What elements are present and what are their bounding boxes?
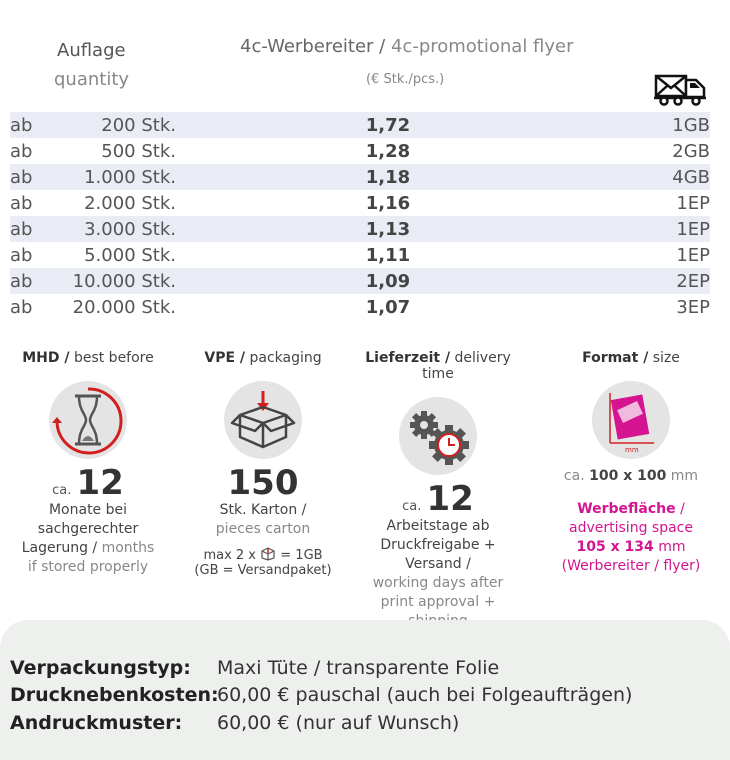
- delivery-time-column: Lieferzeit / delivery time ca. 12 Arbeitstage ab Druckfreigabe + Versand / working days after print approval +: [353, 350, 523, 631]
- delivery-time-value: 12: [426, 479, 474, 519]
- svg-text:mm: mm: [625, 446, 639, 454]
- price-ab: ab: [10, 192, 33, 214]
- shipping-unit: 2EP: [676, 270, 710, 292]
- price-ab: ab: [10, 218, 33, 240]
- shipping-unit: 2GB: [672, 140, 710, 162]
- price-quantity: 20.000 Stk.: [72, 296, 176, 318]
- proof-print-row: Andruckmuster: 60,00 € (nur auf Wunsch): [10, 712, 460, 734]
- price-row: [10, 164, 710, 190]
- price-row: [10, 216, 710, 242]
- price-row: [10, 138, 710, 164]
- truck-mail-icon: [654, 70, 708, 106]
- price-ab: ab: [10, 140, 33, 162]
- quantity-header-en: quantity: [54, 69, 130, 90]
- price-row: [10, 190, 710, 216]
- packaging-type-row: Verpackungstyp: Maxi Tüte / transparente Folie: [10, 657, 500, 679]
- quantity-header-de: Auflage: [57, 40, 126, 61]
- price-value: 1,72: [365, 114, 411, 136]
- price-quantity: 1.000 Stk.: [84, 166, 176, 188]
- best-before-value: 12: [76, 463, 124, 503]
- price-ab: ab: [10, 296, 33, 318]
- box-icon: [224, 381, 302, 459]
- best-before-heading: MHD / best before: [22, 350, 154, 366]
- shipping-unit: 4GB: [672, 166, 710, 188]
- format-icon: [592, 381, 670, 459]
- price-ab: ab: [10, 114, 33, 136]
- price-ab: ab: [10, 270, 33, 292]
- price-table: [10, 112, 710, 320]
- format-heading: Format / size: [582, 350, 680, 366]
- shipping-unit: 1GB: [672, 114, 710, 136]
- product-title-en: 4c-promotional flyer: [390, 36, 574, 57]
- shipping-unit: 1EP: [676, 244, 710, 266]
- info-panel: [0, 620, 730, 760]
- price-value: 1,16: [365, 192, 411, 214]
- price-unit: (€ Stk./pcs.): [366, 72, 445, 87]
- extra-costs-row: Drucknebenkosten:60,00 € pauschal (auch bei Folgeaufträgen): [10, 684, 633, 706]
- price-value: 1,28: [365, 140, 411, 162]
- packaging-column: VPE / packaging 150 Stk. Karton / pieces carton max 2 x = 1GB (GB = Versandpaket): [178, 350, 348, 578]
- delivery-time-heading: Lieferzeit / delivery time: [365, 350, 511, 382]
- price-quantity: 3.000 Stk.: [84, 218, 176, 240]
- price-row: [10, 112, 710, 138]
- small-box-icon: [260, 547, 276, 561]
- gears-clock-icon: [399, 397, 477, 475]
- price-value: 1,13: [365, 218, 411, 240]
- price-quantity: 500 Stk.: [101, 140, 176, 162]
- shipping-unit: 1EP: [676, 192, 710, 214]
- price-quantity: 10.000 Stk.: [72, 270, 176, 292]
- price-row: [10, 294, 710, 320]
- price-ab: ab: [10, 166, 33, 188]
- format-column: Format / size mm ca. 100 x 100 mm Werbefläche / advertising space 105 x 134 mm (Werbereiter / flyer): [546, 350, 716, 576]
- price-ab: ab: [10, 244, 33, 266]
- packaging-value: 150: [227, 463, 299, 503]
- price-quantity: 5.000 Stk.: [84, 244, 176, 266]
- price-value: 1,07: [365, 296, 411, 318]
- price-quantity: 2.000 Stk.: [84, 192, 176, 214]
- price-row: [10, 242, 710, 268]
- price-quantity: 200 Stk.: [101, 114, 176, 136]
- product-title-de: 4c-Werbereiter: [240, 36, 374, 57]
- price-row: [10, 268, 710, 294]
- price-value: 1,11: [365, 244, 411, 266]
- price-value: 1,18: [365, 166, 411, 188]
- best-before-column: MHD / best before ca. 12 Monate bei sachgerechter Lagerung / months if stored properly: [3, 350, 173, 577]
- shipping-unit: 1EP: [676, 218, 710, 240]
- shipping-unit: 3EP: [676, 296, 710, 318]
- product-title: 4c-Werbereiter / 4c-promotional flyer: [240, 36, 574, 57]
- hourglass-icon: [49, 381, 127, 459]
- price-value: 1,09: [365, 270, 411, 292]
- packaging-heading: VPE / packaging: [204, 350, 322, 366]
